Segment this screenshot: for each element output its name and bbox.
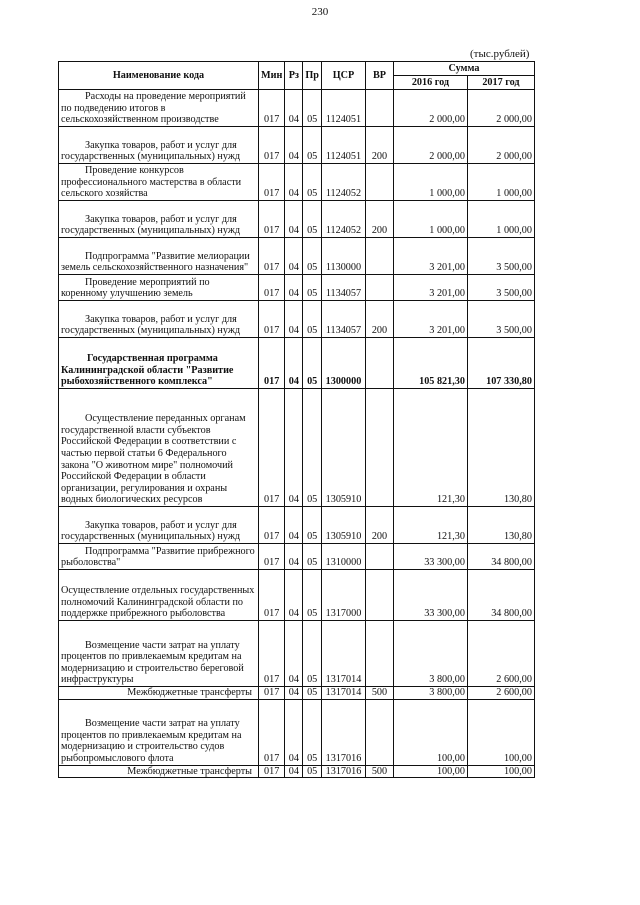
- row-rz: 04: [285, 201, 303, 238]
- row-rz: 04: [285, 687, 303, 700]
- header-csr: ЦСР: [321, 62, 365, 90]
- row-min: 017: [259, 238, 285, 275]
- row-amount-2016: 33 300,00: [393, 570, 467, 621]
- table-row: [59, 765, 535, 778]
- table-row: [59, 687, 535, 700]
- row-min: 017: [259, 687, 285, 700]
- row-amount-2016: 1 000,00: [393, 201, 467, 238]
- row-amount-2016: 2 000,00: [393, 127, 467, 164]
- row-name: [59, 275, 259, 301]
- row-min: 017: [259, 699, 285, 765]
- row-name: [59, 201, 259, 238]
- row-pr: 05: [303, 127, 322, 164]
- row-min: 017: [259, 765, 285, 778]
- row-pr: 05: [303, 338, 322, 389]
- row-name: [59, 301, 259, 338]
- row-pr: 05: [303, 570, 322, 621]
- row-pr: 05: [303, 164, 322, 201]
- row-name-text: Подпрограмма "Развитие мелиорации земель сельскохозяйственного назначения": [61, 250, 250, 274]
- header-min: Мин: [259, 62, 285, 90]
- row-pr: 05: [303, 238, 322, 275]
- row-pr: 05: [303, 699, 322, 765]
- row-amount-2016: 33 300,00: [393, 544, 467, 570]
- row-amount-2017: 3 500,00: [467, 275, 534, 301]
- row-amount-2017: 3 500,00: [467, 301, 534, 338]
- row-rz: 04: [285, 765, 303, 778]
- table-row: [59, 238, 535, 275]
- row-csr: 1317016: [321, 765, 365, 778]
- table-row: [59, 389, 535, 507]
- header-year-2016: 2016 год: [393, 76, 467, 90]
- row-amount-2016: 105 821,30: [393, 338, 467, 389]
- row-amount-2017: 130,80: [467, 389, 534, 507]
- row-min: 017: [259, 389, 285, 507]
- row-name: [59, 90, 259, 127]
- row-name: [59, 544, 259, 570]
- row-amount-2017: 2 600,00: [467, 621, 534, 687]
- row-rz: 04: [285, 544, 303, 570]
- row-name-text: Осуществление переданных органам государственной власти субъектов Российской Федерации в соответствии с частью первой статьи 6 Федерального закона "О животном мире" полномочий Российской Федерации в области организации, регулирования и охраны водных биологических ресурсов: [61, 413, 246, 506]
- table-row: [59, 621, 535, 687]
- row-amount-2016: 100,00: [393, 765, 467, 778]
- header-sum: Сумма: [393, 62, 534, 76]
- row-min: 017: [259, 621, 285, 687]
- page-number: 230: [311, 6, 329, 18]
- row-name: [59, 389, 259, 507]
- row-name-text: Закупка товаров, работ и услуг для государственных (муниципальных) нужд: [61, 139, 241, 163]
- row-name-text: Закупка товаров, работ и услуг для государственных (муниципальных) нужд: [61, 213, 241, 237]
- row-amount-2017: 130,80: [467, 507, 534, 544]
- row-rz: 04: [285, 301, 303, 338]
- row-rz: 04: [285, 389, 303, 507]
- row-csr: 1310000: [321, 544, 365, 570]
- row-amount-2017: 2 600,00: [467, 687, 534, 700]
- table-row: [59, 544, 535, 570]
- row-pr: 05: [303, 301, 322, 338]
- row-rz: 04: [285, 699, 303, 765]
- table-row: [59, 507, 535, 544]
- table-row: [59, 338, 535, 389]
- row-csr: 1124051: [321, 127, 365, 164]
- row-csr: 1317014: [321, 687, 365, 700]
- row-vr: 200: [365, 201, 393, 238]
- row-vr: [365, 275, 393, 301]
- row-name: [59, 570, 259, 621]
- row-vr: [365, 338, 393, 389]
- row-csr: 1317000: [321, 570, 365, 621]
- row-pr: 05: [303, 621, 322, 687]
- row-amount-2016: 121,30: [393, 507, 467, 544]
- row-min: 017: [259, 164, 285, 201]
- row-name: [59, 127, 259, 164]
- row-name-text: Межбюджетные трансферты: [127, 687, 252, 698]
- row-rz: 04: [285, 570, 303, 621]
- row-rz: 04: [285, 338, 303, 389]
- row-amount-2017: 2 000,00: [467, 90, 534, 127]
- row-amount-2017: 107 330,80: [467, 338, 534, 389]
- row-pr: 05: [303, 389, 322, 507]
- row-vr: [365, 570, 393, 621]
- row-amount-2016: 3 201,00: [393, 301, 467, 338]
- table-row: [59, 164, 535, 201]
- row-csr: 1317016: [321, 699, 365, 765]
- row-csr: 1124052: [321, 201, 365, 238]
- row-name-text: Государственная программа Калининградской области "Развитие рыбохозяйственного комплекса": [61, 353, 234, 388]
- header-year-2017: 2017 год: [467, 76, 534, 90]
- row-csr: 1300000: [321, 338, 365, 389]
- row-name-text: Возмещение части затрат на уплату процентов по привлекаемым кредитам на модернизацию и строительство береговой инфраструктуры: [61, 639, 244, 686]
- row-vr: [365, 164, 393, 201]
- row-amount-2017: 1 000,00: [467, 201, 534, 238]
- row-csr: 1317014: [321, 621, 365, 687]
- row-csr: 1124051: [321, 90, 365, 127]
- table-row: [59, 201, 535, 238]
- row-vr: 200: [365, 507, 393, 544]
- row-csr: 1305910: [321, 507, 365, 544]
- row-amount-2017: 34 800,00: [467, 544, 534, 570]
- row-rz: 04: [285, 621, 303, 687]
- row-amount-2017: 34 800,00: [467, 570, 534, 621]
- row-csr: 1305910: [321, 389, 365, 507]
- row-rz: 04: [285, 238, 303, 275]
- row-csr: 1134057: [321, 301, 365, 338]
- row-vr: 500: [365, 687, 393, 700]
- row-pr: 05: [303, 507, 322, 544]
- row-pr: 05: [303, 275, 322, 301]
- row-name: [59, 507, 259, 544]
- budget-table: [58, 61, 535, 778]
- row-vr: [365, 544, 393, 570]
- row-name-text: Закупка товаров, работ и услуг для государственных (муниципальных) нужд: [61, 519, 241, 543]
- row-amount-2017: 2 000,00: [467, 127, 534, 164]
- row-pr: 05: [303, 765, 322, 778]
- row-rz: 04: [285, 127, 303, 164]
- row-amount-2017: 100,00: [467, 765, 534, 778]
- row-min: 017: [259, 507, 285, 544]
- row-amount-2017: 3 500,00: [467, 238, 534, 275]
- row-name: [59, 164, 259, 201]
- table-row: [59, 699, 535, 765]
- unit-note: (тыс.рублей): [470, 48, 530, 60]
- row-name-text: Проведение конкурсов профессионального мастерства в области сельского хозяйства: [61, 165, 242, 200]
- row-csr: 1124052: [321, 164, 365, 201]
- row-vr: [365, 621, 393, 687]
- row-vr: 500: [365, 765, 393, 778]
- row-vr: [365, 699, 393, 765]
- row-vr: 200: [365, 301, 393, 338]
- row-pr: 05: [303, 687, 322, 700]
- row-csr: 1130000: [321, 238, 365, 275]
- row-amount-2016: 3 800,00: [393, 621, 467, 687]
- row-vr: [365, 90, 393, 127]
- row-rz: 04: [285, 275, 303, 301]
- row-min: 017: [259, 338, 285, 389]
- row-amount-2016: 100,00: [393, 699, 467, 765]
- row-name-text: Проведение мероприятий по коренному улучшению земель: [61, 276, 210, 300]
- row-min: 017: [259, 570, 285, 621]
- row-name-text: Расходы на проведение мероприятий по подведению итогов в сельскохозяйственном производстве: [61, 91, 246, 126]
- table-row: [59, 90, 535, 127]
- row-amount-2016: 3 201,00: [393, 275, 467, 301]
- row-min: 017: [259, 90, 285, 127]
- row-amount-2017: 1 000,00: [467, 164, 534, 201]
- row-rz: 04: [285, 164, 303, 201]
- row-name: [59, 238, 259, 275]
- table-row: [59, 275, 535, 301]
- row-min: 017: [259, 544, 285, 570]
- row-name-text: Межбюджетные трансферты: [127, 765, 252, 777]
- row-vr: [365, 389, 393, 507]
- row-pr: 05: [303, 90, 322, 127]
- row-name-text: Подпрограмма "Развитие прибрежного рыболовства": [61, 545, 255, 569]
- row-csr: 1134057: [321, 275, 365, 301]
- row-rz: 04: [285, 507, 303, 544]
- row-vr: 200: [365, 127, 393, 164]
- row-name: [59, 699, 259, 765]
- row-name: [59, 338, 259, 389]
- row-rz: 04: [285, 90, 303, 127]
- row-name: [59, 621, 259, 687]
- header-pr: Пр: [303, 62, 322, 90]
- row-name: [59, 765, 259, 778]
- table-row: [59, 301, 535, 338]
- row-min: 017: [259, 275, 285, 301]
- row-name-text: Закупка товаров, работ и услуг для государственных (муниципальных) нужд: [61, 313, 241, 337]
- row-amount-2016: 1 000,00: [393, 164, 467, 201]
- row-name: [59, 687, 259, 700]
- row-name-text: Возмещение части затрат на уплату процентов по привлекаемым кредитам на модернизацию и строительство судов рыбопромыслового флота: [61, 718, 242, 764]
- row-pr: 05: [303, 201, 322, 238]
- row-pr: 05: [303, 544, 322, 570]
- row-amount-2016: 3 201,00: [393, 238, 467, 275]
- table-row: [59, 570, 535, 621]
- row-vr: [365, 238, 393, 275]
- header-rz: Рз: [285, 62, 303, 90]
- row-amount-2017: 100,00: [467, 699, 534, 765]
- header-vr: ВР: [365, 62, 393, 90]
- row-min: 017: [259, 301, 285, 338]
- row-min: 017: [259, 201, 285, 238]
- row-name-text: Осуществление отдельных государственных полномочий Калининградской области по поддержке прибрежного рыболовства: [61, 585, 255, 620]
- table-body: [59, 90, 535, 778]
- row-amount-2016: 3 800,00: [393, 687, 467, 700]
- table-row: [59, 127, 535, 164]
- row-amount-2016: 121,30: [393, 389, 467, 507]
- row-amount-2016: 2 000,00: [393, 90, 467, 127]
- header-name: Наименование кода: [59, 62, 259, 90]
- row-min: 017: [259, 127, 285, 164]
